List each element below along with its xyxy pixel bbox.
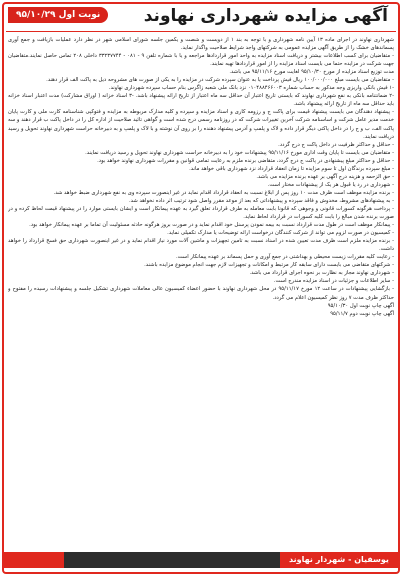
- paragraph: - شهرداری در رد یا قبول هر یک از پیشنهادات مختار است.: [267, 181, 394, 188]
- print-date-first: آگهی چاپ نوبت اول ۹۵/۱۰/۳۰: [327, 302, 394, 309]
- paragraph: - رعایت کلیه مقررات زیست محیطی و بهداشتی در جمع آوری و حمل پسماند بر عهده پیمانکار است.: [175, 254, 394, 261]
- paragraph: شهرداری نهاوند در اجرای ماده ۱۳ آیین نامه شهرداری و با توجه به بند ۱ از دویست و شصت و یکمین جلسه شورای اسلامی شهر در نظر دارد عملیات بازیافت و جمع آوری پسماندهای خشک را از طریق آگهی مزایده عمومی به شرکتهای واجد شرایط صلاحیت واگذار نماید.: [8, 37, 394, 52]
- paragraph: - حق الزحمه و هزینه درج آگهی بر عهده برنده مزایده می باشد.: [256, 173, 394, 180]
- footer-accent-left: [4, 552, 64, 568]
- paragraph: - به پیشنهادهای مشروط، مخدوش و فاقد سپرده و پیشنهاداتی که بعد از موعد مقرر واصل شود ترتیب اثر داده نخواهد شد.: [129, 197, 394, 204]
- paragraph: - حداقل و حداکثر ظرفیت در داخل پاکت ج درج گردد.: [278, 141, 394, 148]
- paragraph: - پیشنهاد دهندگان می بایست پیشنهاد قیمت برای پاکت ج و رزومه کاری و اسناد مزایده و سپرده و کلیه مدارک مربوطه به مزایده و فتوکپی شناسنامه کارت ملی و کارت پایان خدمت مدیر عامل شرکت و اساسنامه شرکت آخرین تغییرات شرکت که در روزنامه رسمی درج شده است و گواهی تائید صلاحیت از اداره کل را در داخل پاکت ب قرار دهند و سه پاکت الف، ب و ج را در داخل پاکتی دیگر قرار داده و لاک و پلمپ و آدرس پیشنهاد دهنده را بر روی آن نوشته و با لاک و پلمپ و به دبیرخانه حراست شهرداری نهاوند تحویل و رسید دریافت نمایند.: [8, 109, 394, 140]
- paragraph: - سایر اطلاعات و جزئیات در اسناد مزایده مندرج است.: [273, 278, 394, 285]
- ad-title: آگهی مزایده شهرداری نهاوند: [143, 6, 388, 26]
- paragraph: -۱ فیش بانکی واریزی وجه مذکور به حساب شماره ۰۱۰۴۸۸۴۶۶۰۰۳ نزد بانک ملی شعبه زاگرس بنام حساب سپرده شهرداری نهاوند.: [108, 85, 394, 92]
- paragraph: - پرداخت هرگونه کسورات قانونی و وجوهی که قانونا بابت معامله به طرف قرارداد تعلق گیرد به عهده پیمانکار است و ایشان بایستی موارد را در پیشنهاد قیمت لحاظ کرده و در صورت برنده شدن مبالغ را بابت کلیه کسورات در قرارداد لحاظ نماید.: [8, 205, 394, 221]
- footer-signature: یوسفیان - شهردار نهاوند: [280, 552, 398, 568]
- paragraph: - کمیسیون در صورت لزوم می تواند از شرکت کنندگان درخواست ارائه توضیحات یا مدارک تکمیلی نماید.: [167, 230, 394, 237]
- ad-header: [4, 4, 398, 30]
- paragraph: - برنده مزایده موظف است ظرف مدت ۱۰ روز پس از ابلاغ نسبت به انعقاد قرارداد اقدام نماید در غیر اینصورت سپرده وی به نفع شهرداری ضبط خواهد شد.: [53, 189, 394, 196]
- paragraph: -۲ ضمانتنامه بانکی به نفع شهرداری نهاوند که بایستی تاریخ اعتبار آن حداقل سه ماه اعتبار از تاریخ ارائه پیشنهاد باشد. -۳ اسناد خزانه ( اوراق مشارکت) مدت اعتبار اسناد خزانه باید حداقل سه ماه از تاریخ ارائه پیشنهاد باشد.: [8, 93, 394, 108]
- paragraph: - مبلغ سپرده برندگان اول تا سوم مزایده تا زمان انعقاد قرارداد نزد شهرداری باقی خواهد ماند.: [189, 165, 394, 172]
- paragraph: - بازگشایی پیشنهادات در ساعت ۱۲ مورخ ۹۵/۱۱/۱۷ در محل شهرداری نهاوند با حضور اعضاء کمیسیون عالی معاملات شهرداری تشکیل جلسه و پیشنهادات رسیده را مفتوح و حداکثر ظرف مدت ۷ روز نظر کمیسیون اعلام می گردد.: [8, 286, 394, 301]
- paragraph: - شرکتهای متقاضی می بایست دارای سابقه کار مرتبط و امکانات و تجهیزات لازم جهت انجام موضوع مزایده باشند.: [144, 262, 394, 269]
- paragraph: - متقاضیان می بایست مبلغ ۱۰۰/۰۰۰/۰۰۰ ریال فیش پرداخت یا به عنوان سپرده شرکت در مزایده را به یکی از صورت های مشروحه ذیل به پاکت الف قرار دهند.: [46, 77, 394, 84]
- paragraph: مدت توزیع اسناد مزایده از مورخ ۹۵/۱۰/۳۰ لغایت مورخ ۹۵/۱۱/۱۶ می باشد.: [229, 69, 394, 76]
- print-date-second: آگهی چاپ نوبت دوم ۹۵/۱۱/۷: [330, 310, 394, 317]
- paragraph: - حداقل و حداکثر مبلغ پیشنهادی در پاکت ج درج گردد، متقاضی برنده ملزم به رعایت تمامی قوانین و مقررات شهرداری نهاوند خواهد بود.: [97, 157, 394, 164]
- ad-body: [8, 36, 394, 536]
- ad-footer: [4, 548, 398, 572]
- publication-badge: نوبت اول ۹۵/۱۰/۲۹: [8, 7, 108, 23]
- header-divider: [6, 31, 396, 32]
- paragraph: - متقاضیان برای کسب اطلاعات بیشتر و دریافت اسناد مزایده به واحد امور قراردادها مراجعه و یا با شماره تلفن ۹ - ۰۸۱ - ۳۳۲۳۷۷۴۴ داخلی ۲۰۸ تماس حاصل نمایند.متقاضیان جهت شرکت در مزایده حتما می بایست اسناد مزایده را از امور قراردادها تهیه نمایند.: [8, 53, 394, 68]
- paragraph: - پیمانکار موظف است در طول مدت قرارداد نسبت به بیمه نمودن پرسنل خود اقدام نماید و در صورت بروز هرگونه حادثه مسئولیت آن تماما بر عهده پیمانکار خواهد بود.: [29, 222, 394, 229]
- paragraph: - شهرداری نهاوند مجاز به نظارت بر نحوه اجرای قرارداد می باشد.: [249, 270, 394, 277]
- paragraph: - برنده مزایده ملزم است ظرف مدت تعیین شده در اسناد نسبت به تامین تجهیزات و ماشین آلات مورد نیاز اقدام نماید و در غیر اینصورت شهرداری حق فسخ قرارداد را خواهد داشت.: [8, 238, 394, 253]
- paragraph: - متقاضیان می بایست تا پایان وقت اداری مورخ ۹۵/۱۱/۱۶ پیشنهادات خود را به دبیرخانه حراست شهرداری نهاوند تحویل و رسید دریافت نمایند.: [85, 149, 394, 156]
